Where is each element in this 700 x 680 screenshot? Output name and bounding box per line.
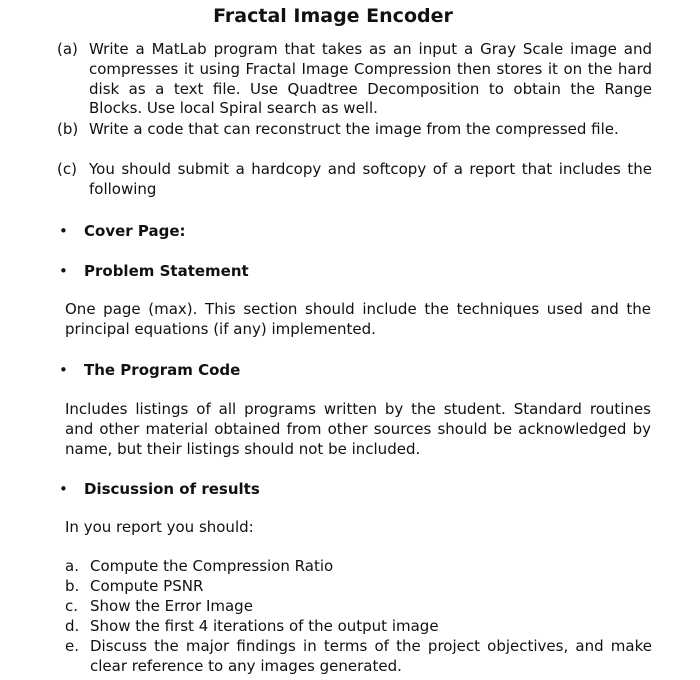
bullet-icon: • <box>59 361 68 379</box>
program-code-text: Includes listings of all programs written by the student. Standard routines and other material obtained from other sources should be acknowledged by name, but their listings should not be included. <box>65 400 651 458</box>
part-c <box>57 160 652 200</box>
report-item-text: Compute the Compression Ratio <box>90 557 334 575</box>
report-item-marker: d. <box>65 617 80 635</box>
report-item-text: Discuss the major findings in terms of the project objectives, and make clear reference to any images generated. <box>90 637 652 675</box>
report-item-text: Show the Error Image <box>90 597 253 615</box>
part-a-text: Write a MatLab program that takes as an input a Gray Scale image and compresses it using Fractal Image Compression then stores it on the hard disk as a text file. Use Quadtree Decomposition to obtain the Range Blocks. Use local Spiral search as well. <box>89 40 652 118</box>
bullet-icon: • <box>59 262 68 280</box>
part-b <box>57 120 652 140</box>
part-c-marker: (c) <box>57 160 77 178</box>
report-item-b <box>65 577 652 597</box>
bullet-icon: • <box>59 480 68 498</box>
part-a-marker: (a) <box>57 40 78 58</box>
report-item-marker: e. <box>65 637 79 655</box>
page-title: Fractal Image Encoder <box>213 5 453 27</box>
report-item-d <box>65 617 652 637</box>
problem-statement-text: One page (max). This section should include the techniques used and the principal equations (if any) implemented. <box>65 300 651 338</box>
discussion-intro: In you report you should: <box>65 518 254 536</box>
report-item-text: Compute PSNR <box>90 577 204 595</box>
report-item-marker: a. <box>65 557 79 575</box>
section-heading: The Program Code <box>84 361 241 379</box>
report-item-marker: b. <box>65 577 80 595</box>
section-heading: Cover Page: <box>84 222 186 240</box>
part-b-marker: (b) <box>57 120 79 138</box>
report-item-c <box>65 597 652 617</box>
part-a <box>57 40 652 119</box>
bullet-icon: • <box>59 222 68 240</box>
report-item-marker: c. <box>65 597 79 615</box>
section-heading: Problem Statement <box>84 262 249 280</box>
section-heading: Discussion of results <box>84 480 260 498</box>
report-item-e <box>65 637 652 677</box>
part-b-text: Write a code that can reconstruct the image from the compressed file. <box>89 120 619 138</box>
report-item-a <box>65 557 652 577</box>
part-c-text: You should submit a hardcopy and softcopy of a report that includes the following <box>89 160 652 198</box>
report-item-text: Show the first 4 iterations of the output image <box>90 617 439 635</box>
